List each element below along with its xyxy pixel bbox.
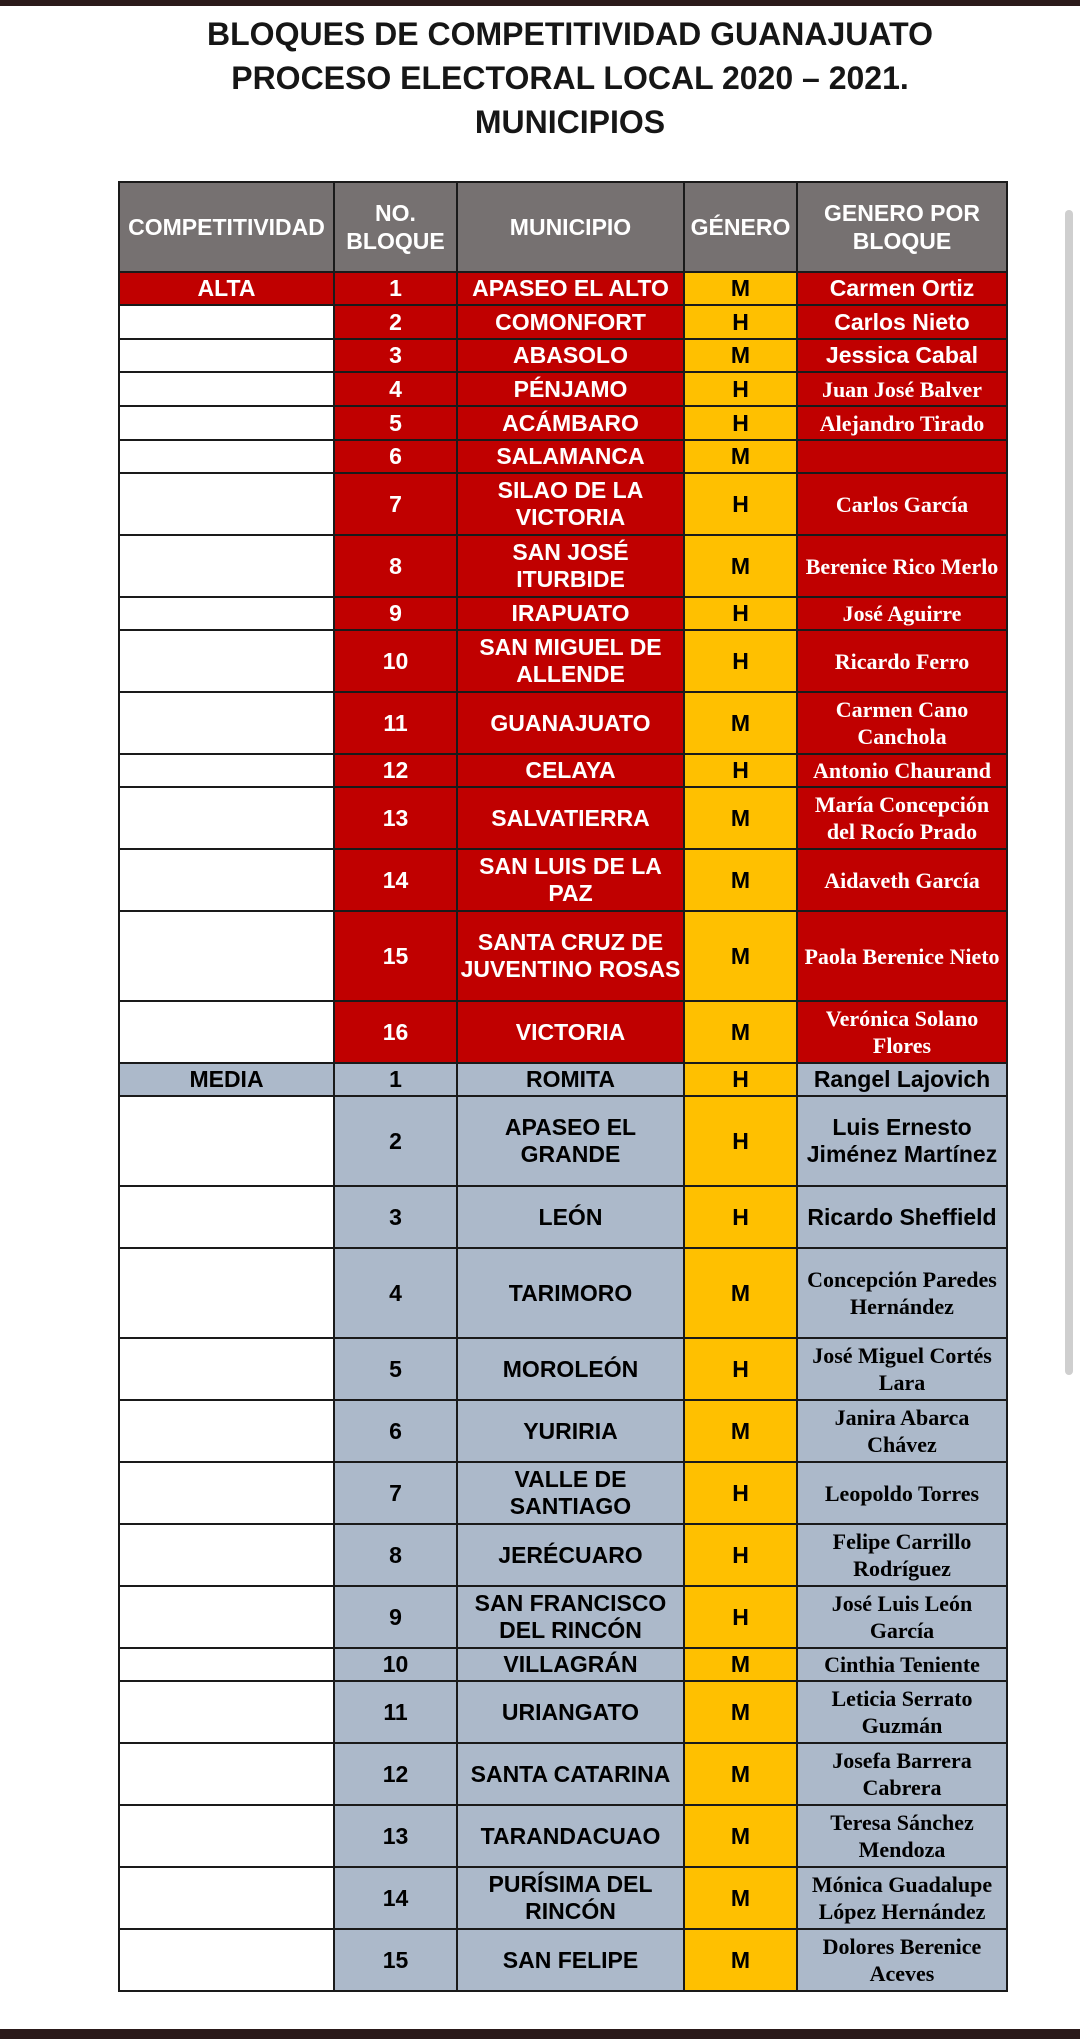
- table-row: [119, 440, 1007, 473]
- competitividad-cell: [119, 1524, 334, 1586]
- bloque-number-cell: 3: [334, 1186, 457, 1248]
- header-municipio: MUNICIPIO: [457, 182, 684, 272]
- table-row: [119, 1805, 1007, 1867]
- bloque-number-cell: 14: [334, 849, 457, 911]
- genero-bloque-cell: Mónica Guadalupe López Hernández: [797, 1867, 1007, 1929]
- genero-cell: H: [684, 597, 797, 630]
- competitividad-cell: [119, 1248, 334, 1338]
- table-row: [119, 1063, 1007, 1096]
- genero-bloque-cell: Carlos García: [797, 473, 1007, 535]
- genero-cell: M: [684, 1743, 797, 1805]
- table-row: [119, 1586, 1007, 1648]
- table-row: [119, 754, 1007, 787]
- genero-bloque-cell: Alejandro Tirado: [797, 406, 1007, 440]
- table-row: [119, 305, 1007, 339]
- municipio-cell: VICTORIA: [457, 1001, 684, 1063]
- table-row: [119, 1743, 1007, 1805]
- header-genero: GÉNERO: [684, 182, 797, 272]
- table-row: [119, 1681, 1007, 1743]
- genero-bloque-cell: Aidaveth García: [797, 849, 1007, 911]
- bloque-number-cell: 10: [334, 1648, 457, 1681]
- municipio-cell: SANTA CRUZ DE JUVENTINO ROSAS: [457, 911, 684, 1001]
- table-body: [119, 272, 1007, 1991]
- bloque-number-cell: 12: [334, 1743, 457, 1805]
- bloque-number-cell: 5: [334, 406, 457, 440]
- municipio-cell: SAN MIGUEL DE ALLENDE: [457, 630, 684, 692]
- table-row: [119, 1524, 1007, 1586]
- genero-bloque-cell: Juan José Balver: [797, 372, 1007, 406]
- genero-cell: M: [684, 1248, 797, 1338]
- genero-cell: H: [684, 1462, 797, 1524]
- competitividad-cell: [119, 1186, 334, 1248]
- competitividad-cell: [119, 440, 334, 473]
- genero-cell: H: [684, 1524, 797, 1586]
- municipio-cell: YURIRIA: [457, 1400, 684, 1462]
- competitividad-cell: [119, 1400, 334, 1462]
- municipio-cell: LEÓN: [457, 1186, 684, 1248]
- municipio-cell: GUANAJUATO: [457, 692, 684, 754]
- genero-cell: H: [684, 305, 797, 339]
- municipio-cell: ABASOLO: [457, 339, 684, 372]
- genero-bloque-cell: Leopoldo Torres: [797, 1462, 1007, 1524]
- competitiveness-table: [118, 181, 1008, 1992]
- table-row: [119, 272, 1007, 305]
- genero-bloque-cell: [797, 440, 1007, 473]
- table-row: [119, 787, 1007, 849]
- municipio-cell: URIANGATO: [457, 1681, 684, 1743]
- bloque-number-cell: 15: [334, 911, 457, 1001]
- municipio-cell: PÉNJAMO: [457, 372, 684, 406]
- genero-bloque-cell: José Aguirre: [797, 597, 1007, 630]
- genero-bloque-cell: Carmen Ortiz: [797, 272, 1007, 305]
- municipio-cell: APASEO EL ALTO: [457, 272, 684, 305]
- municipio-cell: SAN LUIS DE LA PAZ: [457, 849, 684, 911]
- genero-bloque-cell: Jessica Cabal: [797, 339, 1007, 372]
- genero-cell: H: [684, 1186, 797, 1248]
- bottom-border: [0, 2029, 1080, 2039]
- genero-cell: H: [684, 1338, 797, 1400]
- competitividad-cell: [119, 911, 334, 1001]
- competitividad-cell: [119, 787, 334, 849]
- table-row: [119, 372, 1007, 406]
- competitividad-cell: MEDIA: [119, 1063, 334, 1096]
- bloque-number-cell: 7: [334, 473, 457, 535]
- municipio-cell: IRAPUATO: [457, 597, 684, 630]
- municipio-cell: SALAMANCA: [457, 440, 684, 473]
- title-line-1: BLOQUES DE COMPETITIVIDAD GUANAJUATO: [207, 16, 933, 52]
- genero-bloque-cell: Felipe Carrillo Rodríguez: [797, 1524, 1007, 1586]
- table-row: [119, 1338, 1007, 1400]
- genero-bloque-cell: Verónica Solano Flores: [797, 1001, 1007, 1063]
- genero-cell: M: [684, 1681, 797, 1743]
- genero-cell: H: [684, 406, 797, 440]
- genero-bloque-cell: Leticia Serrato Guzmán: [797, 1681, 1007, 1743]
- bloque-number-cell: 9: [334, 1586, 457, 1648]
- genero-cell: H: [684, 1063, 797, 1096]
- genero-cell: M: [684, 1929, 797, 1991]
- competitividad-cell: [119, 597, 334, 630]
- table-row: [119, 1001, 1007, 1063]
- scrollbar[interactable]: [1065, 210, 1073, 1375]
- bloque-number-cell: 13: [334, 787, 457, 849]
- genero-cell: H: [684, 754, 797, 787]
- municipio-cell: CELAYA: [457, 754, 684, 787]
- genero-bloque-cell: Luis Ernesto Jiménez Martínez: [797, 1096, 1007, 1186]
- bloque-number-cell: 3: [334, 339, 457, 372]
- competitividad-cell: [119, 473, 334, 535]
- municipio-cell: ROMITA: [457, 1063, 684, 1096]
- bloque-number-cell: 10: [334, 630, 457, 692]
- bloque-number-cell: 6: [334, 440, 457, 473]
- bloque-number-cell: 1: [334, 1063, 457, 1096]
- bloque-number-cell: 4: [334, 372, 457, 406]
- competitividad-cell: [119, 1681, 334, 1743]
- bloque-number-cell: 7: [334, 1462, 457, 1524]
- bloque-number-cell: 12: [334, 754, 457, 787]
- table-row: [119, 406, 1007, 440]
- bloque-number-cell: 13: [334, 1805, 457, 1867]
- bloque-number-cell: 5: [334, 1338, 457, 1400]
- municipio-cell: SAN FELIPE: [457, 1929, 684, 1991]
- genero-bloque-cell: Ricardo Ferro: [797, 630, 1007, 692]
- municipio-cell: TARANDACUAO: [457, 1805, 684, 1867]
- genero-bloque-cell: José Luis León García: [797, 1586, 1007, 1648]
- bloque-number-cell: 1: [334, 272, 457, 305]
- table-row: [119, 849, 1007, 911]
- genero-bloque-cell: Paola Berenice Nieto: [797, 911, 1007, 1001]
- municipio-cell: SAN FRANCISCO DEL RINCÓN: [457, 1586, 684, 1648]
- genero-bloque-cell: Cinthia Teniente: [797, 1648, 1007, 1681]
- genero-bloque-cell: María Concepción del Rocío Prado: [797, 787, 1007, 849]
- competitividad-cell: [119, 692, 334, 754]
- competitividad-cell: [119, 535, 334, 597]
- table-row: [119, 1867, 1007, 1929]
- table-row: [119, 597, 1007, 630]
- table-row: [119, 1096, 1007, 1186]
- header-genero-bloque: GENERO POR BLOQUE: [797, 182, 1007, 272]
- municipio-cell: PURÍSIMA DEL RINCÓN: [457, 1867, 684, 1929]
- bloque-number-cell: 9: [334, 597, 457, 630]
- municipio-cell: SANTA CATARINA: [457, 1743, 684, 1805]
- competitividad-cell: [119, 754, 334, 787]
- table-row: [119, 1648, 1007, 1681]
- title-line-3: MUNICIPIOS: [474, 104, 666, 140]
- bloque-number-cell: 2: [334, 305, 457, 339]
- municipio-cell: ACÁMBARO: [457, 406, 684, 440]
- top-border: [0, 0, 1080, 6]
- municipio-cell: VALLE DE SANTIAGO: [457, 1462, 684, 1524]
- competitividad-cell: [119, 1805, 334, 1867]
- competitividad-cell: [119, 849, 334, 911]
- table-row: [119, 1248, 1007, 1338]
- genero-cell: M: [684, 1001, 797, 1063]
- title-line-2: PROCESO ELECTORAL LOCAL 2020 – 2021.: [231, 60, 909, 96]
- competitividad-cell: [119, 1001, 334, 1063]
- genero-cell: M: [684, 787, 797, 849]
- document-title: [0, 12, 1080, 144]
- genero-bloque-cell: Berenice Rico Merlo: [797, 535, 1007, 597]
- genero-cell: M: [684, 440, 797, 473]
- table-row: [119, 630, 1007, 692]
- competitividad-cell: [119, 1648, 334, 1681]
- competitividad-cell: [119, 305, 334, 339]
- table-row: [119, 535, 1007, 597]
- genero-bloque-cell: Teresa Sánchez Mendoza: [797, 1805, 1007, 1867]
- competitividad-cell: [119, 1096, 334, 1186]
- genero-cell: M: [684, 1805, 797, 1867]
- genero-cell: H: [684, 1586, 797, 1648]
- genero-bloque-cell: José Miguel Cortés Lara: [797, 1338, 1007, 1400]
- genero-cell: M: [684, 1400, 797, 1462]
- table-row: [119, 692, 1007, 754]
- competitividad-cell: [119, 630, 334, 692]
- municipio-cell: TARIMORO: [457, 1248, 684, 1338]
- genero-cell: M: [684, 692, 797, 754]
- genero-cell: M: [684, 849, 797, 911]
- genero-cell: M: [684, 911, 797, 1001]
- bloque-number-cell: 11: [334, 692, 457, 754]
- competitividad-cell: [119, 339, 334, 372]
- municipio-cell: SILAO DE LA VICTORIA: [457, 473, 684, 535]
- table-row: [119, 1400, 1007, 1462]
- header-no-bloque: NO. BLOQUE: [334, 182, 457, 272]
- table-row: [119, 1462, 1007, 1524]
- municipio-cell: VILLAGRÁN: [457, 1648, 684, 1681]
- genero-bloque-cell: Carmen Cano Canchola: [797, 692, 1007, 754]
- genero-bloque-cell: Carlos Nieto: [797, 305, 1007, 339]
- genero-bloque-cell: Dolores Berenice Aceves: [797, 1929, 1007, 1991]
- genero-cell: M: [684, 272, 797, 305]
- genero-bloque-cell: Josefa Barrera Cabrera: [797, 1743, 1007, 1805]
- competitividad-cell: [119, 372, 334, 406]
- genero-cell: M: [684, 535, 797, 597]
- header-competitividad: COMPETITIVIDAD: [119, 182, 334, 272]
- table-header-row: [119, 182, 1007, 272]
- genero-cell: H: [684, 473, 797, 535]
- competitividad-cell: ALTA: [119, 272, 334, 305]
- genero-cell: H: [684, 1096, 797, 1186]
- competitividad-cell: [119, 1462, 334, 1524]
- competitividad-cell: [119, 1586, 334, 1648]
- genero-bloque-cell: Janira Abarca Chávez: [797, 1400, 1007, 1462]
- municipio-cell: SALVATIERRA: [457, 787, 684, 849]
- genero-cell: M: [684, 1648, 797, 1681]
- genero-bloque-cell: Antonio Chaurand: [797, 754, 1007, 787]
- competitividad-cell: [119, 1867, 334, 1929]
- genero-cell: H: [684, 630, 797, 692]
- bloque-number-cell: 16: [334, 1001, 457, 1063]
- municipio-cell: JERÉCUARO: [457, 1524, 684, 1586]
- bloque-number-cell: 8: [334, 535, 457, 597]
- competitividad-cell: [119, 1929, 334, 1991]
- municipio-cell: APASEO EL GRANDE: [457, 1096, 684, 1186]
- bloque-number-cell: 11: [334, 1681, 457, 1743]
- genero-bloque-cell: Rangel Lajovich: [797, 1063, 1007, 1096]
- competitividad-cell: [119, 1743, 334, 1805]
- table-row: [119, 911, 1007, 1001]
- municipio-cell: COMONFORT: [457, 305, 684, 339]
- bloque-number-cell: 15: [334, 1929, 457, 1991]
- table-row: [119, 1186, 1007, 1248]
- municipio-cell: SAN JOSÉ ITURBIDE: [457, 535, 684, 597]
- genero-cell: M: [684, 1867, 797, 1929]
- bloque-number-cell: 6: [334, 1400, 457, 1462]
- genero-cell: H: [684, 372, 797, 406]
- bloque-number-cell: 14: [334, 1867, 457, 1929]
- bloque-number-cell: 4: [334, 1248, 457, 1338]
- genero-cell: M: [684, 339, 797, 372]
- bloque-number-cell: 8: [334, 1524, 457, 1586]
- table-row: [119, 339, 1007, 372]
- municipio-cell: MOROLEÓN: [457, 1338, 684, 1400]
- competitividad-cell: [119, 406, 334, 440]
- table-row: [119, 473, 1007, 535]
- bloque-number-cell: 2: [334, 1096, 457, 1186]
- table-row: [119, 1929, 1007, 1991]
- genero-bloque-cell: Ricardo Sheffield: [797, 1186, 1007, 1248]
- competitividad-cell: [119, 1338, 334, 1400]
- genero-bloque-cell: Concepción Paredes Hernández: [797, 1248, 1007, 1338]
